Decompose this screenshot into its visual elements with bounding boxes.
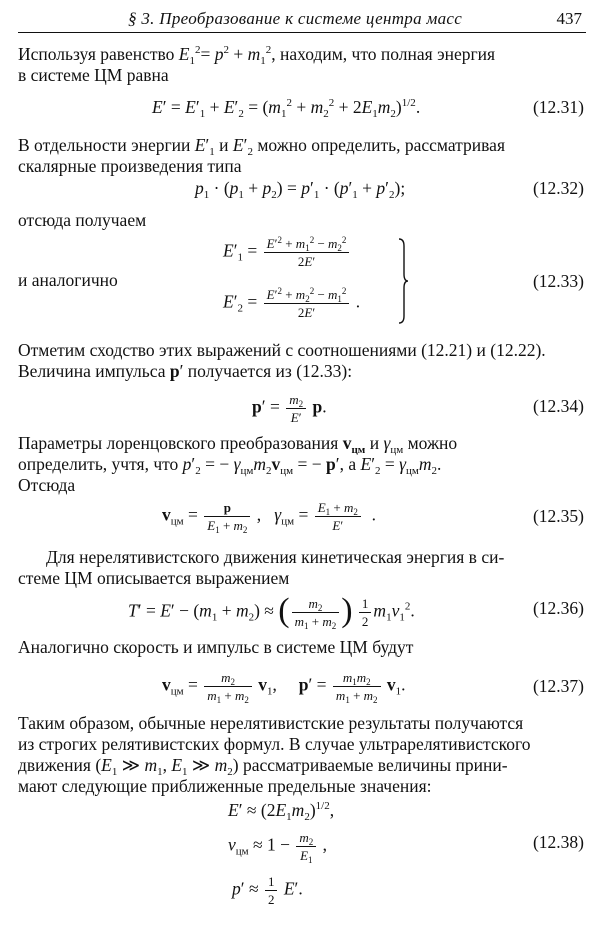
equation-12-34: p′ = $\frac{m_2}{E'}$ p.	[252, 392, 327, 425]
paragraph-7	[18, 547, 586, 589]
equation-12-38-c: p′ ≈ $\frac{1}{2}$ E′.	[232, 874, 303, 907]
text-fragment: получается из (12.33):	[187, 361, 353, 381]
text-fragment: Величина импульса	[18, 361, 166, 381]
equation-number: (12.33)	[532, 271, 584, 291]
equation-number: (12.37)	[532, 676, 584, 696]
text-fragment: мают следующие приближенные предельные значения:	[18, 776, 432, 796]
equation-number: (12.38)	[532, 832, 584, 852]
equation-12-33-b: $E'_2$ = $\frac{E'^2 + m_2^2 - m_1^2}{2E'}$ .	[223, 286, 361, 320]
text-fragment: в системе ЦМ равна	[18, 65, 169, 85]
text-fragment: стеме ЦМ описывается выражением	[18, 568, 290, 588]
equation-number: (12.32)	[532, 178, 584, 198]
equation-12-38-b: $v_{цм} \approx 1$ − $\frac{m_2}{E_1}$ ,	[228, 830, 328, 865]
text-fragment: Отсюда	[18, 475, 76, 495]
text-fragment: и	[369, 433, 380, 453]
header-title: § 3. Преобразование к системе центра масс	[128, 9, 463, 28]
text-fragment: Для нерелятивистского движения кинетическая энергия в си-	[46, 547, 505, 567]
paragraph-6: Параметры лоренцовского преобразования $v_{цм}$ и $\gamma_{цм}$ можно определить, учтя, что $p'_2$ = − $\gamma_{цм}m_2v_{цм}$ = − p′, а $E'_2 = \gamma_{цм}m_2$. Отсюда	[18, 433, 458, 495]
paragraph-2: В отдельности энергии $E'_1$ и $E'_2$ можно определить, рассматривая скалярные произведения типа	[18, 135, 505, 176]
text-fragment: из строгих релятивистских формул. В случае ультрарелятивистского	[18, 734, 531, 754]
equation-12-35: $v_{цм}$ = $\frac{p}{E_1 + m_2}$ , $\gamma_{цм}$ = $\frac{E_1 + m_2}{E'}$ .	[162, 500, 376, 535]
running-header	[18, 6, 586, 33]
text-fragment: определить, учтя, что	[18, 454, 179, 474]
text-fragment: Параметры лоренцовского преобразования	[18, 433, 339, 453]
equation-12-31: $E' = E'_1 + E'_2 = (m_1^2 + m_2^2 + 2E_1m_2)^{1/2}$.	[152, 97, 421, 120]
equation-number: (12.34)	[532, 396, 584, 416]
equation-number: (12.31)	[532, 97, 584, 117]
text-fragment: и	[219, 135, 229, 155]
equation-12-36: $T' = E' - (m_1 + m_2)$ ≈ ( $\frac{m_2}{m_1 + m_2}$ ) $\frac{1}{2}$ $m_1v_1^2$.	[128, 591, 415, 631]
equation-12-32: $p_1 \cdot (p_1 + p_2) = p'_1 \cdot (p'_1 + p'_2)$;	[195, 178, 406, 201]
paragraph-5: Отметим сходство этих выражений с соотношениями (12.21) и (12.22). Величина импульса p′ получается из (12.33):	[18, 340, 546, 381]
equation-12-37: $v_{цм}$ = $\frac{m_2}{m_1 + m_2}$ $v_1$, p′ = $\frac{m_1m_2}{m_1 + m_2}$ $v_1$.	[162, 670, 406, 705]
text-fragment: В отдельности энергии	[18, 135, 191, 155]
equation-12-38-a: $E' \approx (2E_1m_2)^{1/2}$,	[228, 800, 335, 823]
text-fragment: Таким образом, обычные нерелятивистские результаты получаются	[18, 713, 524, 733]
text-fragment: можно определить, рассматривая	[257, 135, 505, 155]
equation-number: (12.36)	[532, 598, 584, 618]
text-fragment: рассматриваемые величины прини-	[242, 755, 508, 775]
text-fragment: Используя равенство	[18, 44, 175, 64]
equation-number: (12.35)	[532, 506, 584, 526]
text-fragment: скалярные произведения типа	[18, 156, 242, 176]
text-fragment: можно	[407, 433, 458, 453]
paragraph-8: Аналогично скорость и импульс в системе ЦМ будут	[18, 637, 414, 657]
right-brace	[398, 238, 408, 324]
page-number: 437	[556, 9, 582, 28]
paragraph-9: Таким образом, обычные нерелятивистские результаты получаются из строгих релятивистских формул. В случае ультрарелятивистского движения ($E_1$ ≫ $m_1$, $E_1$ ≫ $m_2$) рассматриваемые величины прини- мают следующие приближенные предельные значения:	[18, 713, 531, 796]
paragraph-1: Используя равенство $E_1^2= p^2 + m_1^2$, находим, что полная энергия в системе ЦМ равна	[18, 44, 496, 85]
paragraph-4: и аналогично	[18, 270, 118, 290]
equation-12-33-a: $E'_1$ = $\frac{E'^2 + m_1^2 - m_2^2}{2E'}$	[223, 236, 351, 269]
paragraph-3: отсюда получаем	[18, 210, 147, 230]
text-fragment: находим, что полная энергия	[280, 44, 496, 64]
text-fragment: движения	[18, 755, 91, 775]
text-fragment: Отметим сходство этих выражений с соотношениями (12.21) и (12.22).	[18, 340, 546, 360]
